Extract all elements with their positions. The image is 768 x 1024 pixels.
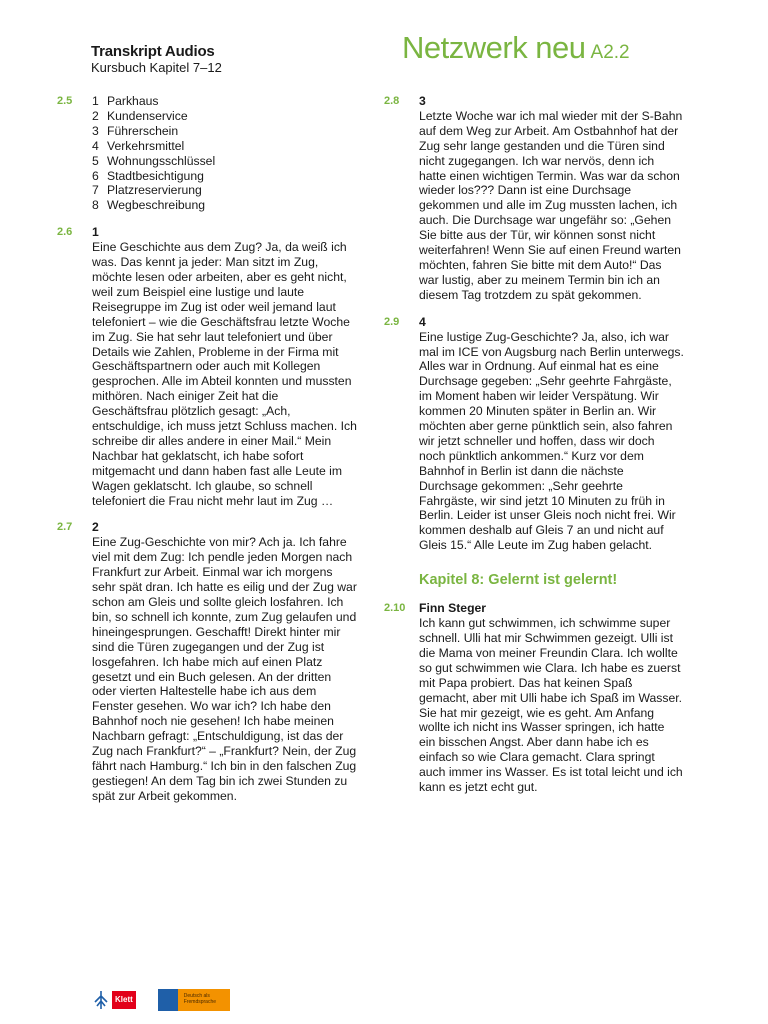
left-column xyxy=(57,94,357,816)
track-number: 2.7 xyxy=(57,521,73,534)
list-item: 6 Stadtbesichtigung xyxy=(92,168,204,183)
list-item: 5 Wohnungsschlüssel xyxy=(92,153,216,168)
daf-badge xyxy=(158,989,230,1011)
track-number: 2.9 xyxy=(384,315,400,328)
track-number: 2.8 xyxy=(384,95,400,107)
transcript-text: Eine Zug-Geschichte von mir? Ach ja. Ich fahre viel mit dem Zug: Ich pendle jeden Morgen nach Frankfurt zur Arbeit. Einmal war ich morgens sehr spät dran. Ich hatte es eilig und der Zug war schon am Gleis und sollte gleich losfahren. Ich bin, so schnell ich konnte, zum Zug gelaufen und hineingesprungen. Geschafft! Direkt hinter mir sind die Türen zugegangen und der Zug ist losgefahren. Ich habe mich auf einen Platz gesetzt und ein Buch gelesen. An der dritten oder vierten Haltestelle habe ich aus dem Fenster gesehen. Wo war ich? Ich habe den Bahnhof noch nie gesehen! Ich habe meinen Nachbarn gefragt: „Entschuldigung, ist das der Zug nach Frankfurt?“ – „Frankfurt? Nein, der Zug fährt nach Hamburg.“ Ich bin in den falschen Zug gestiegen! An dem Tag bin ich zwei Stunden zu spät zur Arbeit gekommen. xyxy=(92,535,357,803)
transcript-entry-2-10 xyxy=(384,601,684,795)
footer xyxy=(92,989,230,1011)
document-header xyxy=(91,43,222,75)
entry-heading: 3 xyxy=(419,94,426,108)
transcript-entry-2-8 xyxy=(384,94,684,303)
track-number: 2.5 xyxy=(57,95,73,107)
publisher-name: Klett xyxy=(112,991,136,1009)
transcript-entry-2-5 xyxy=(57,94,357,213)
speaker-name: Finn Steger xyxy=(419,601,487,616)
daf-badge-text: Deutsch als Fremdsprache xyxy=(178,989,230,1011)
track-number: 2.10 xyxy=(384,602,406,615)
klett-logo xyxy=(92,990,136,1010)
transcript-entry-2-7 xyxy=(57,520,357,803)
word-list xyxy=(92,94,357,213)
entry-heading: 1 xyxy=(92,225,99,240)
klett-tree-icon xyxy=(92,990,110,1010)
list-item: 8 Wegbeschreibung xyxy=(92,198,206,213)
entry-heading: 2 xyxy=(92,520,99,535)
transcript-entry-2-9 xyxy=(384,315,684,554)
list-item: 7 Platzreservierung xyxy=(92,183,202,198)
transcript-entry-2-6 xyxy=(57,225,357,508)
chapter-heading: Kapitel 8: Gelernt ist gelernt! xyxy=(419,572,618,589)
transcript-text: Ich kann gut schwimmen, ich schwimme super schnell. Ulli hat mir Schwimmen gezeigt. Ulli ist die Mama von meiner Freundin Clara. Ich wollte so gut schwimmen wie Clara. Ich habe es zuerst mit Papa probiert. Das hat keinen Spaß gemacht, aber mit Ulli habe ich Spaß im Wasser. Sie hat mir gezeigt, wie es geht. Am Anfang wollte ich nicht ins Wasser springen, ich hatte ein bisschen Angst. Aber dann habe ich es einfach so wie Clara gemacht. Clara springt auch immer ins Wasser. Es ist total leicht und ich kann es jetzt echt gut. xyxy=(419,616,683,795)
brand-level: A2.2 xyxy=(590,42,630,63)
brand-name: Netzwerk neu xyxy=(402,30,586,65)
transcript-text: Eine Geschichte aus dem Zug? Ja, da weiß ich was. Das kennt ja jeder: Man sitzt im Zug, möchte lesen oder arbeiten, aber es geht nicht, weil zum Beispiel eine lustige und laute Reisegruppe im Zug ist oder weil jemand laut telefoniert – wie die Geschäftsfrau letzte Woche im Zug. Sie hat sehr laut telefoniert und über Details wie Zahlen, Probleme in der Firma mit Geschäftspartnern oder auch mit Kollegen gesprochen. Alle im Abteil konnten und mussten mithören. Nach einiger Zeit hat die Geschäftsfrau plötzlich gesagt: „Ach, entschuldige, ich muss jetzt Schluss machen. Ich schreibe dir alles andere in einer Mail.“ Mein Nachbar hat geklatscht, ich habe sofort mitgemacht und dann haben fast alle Leute im Wagen geklatscht. Ich glaube, so schnell telefoniert die Frau nicht mehr laut im Zug … xyxy=(92,240,357,508)
right-column xyxy=(384,94,684,807)
list-item: 1 Parkhaus xyxy=(92,94,159,108)
document-title: Transkript Audios xyxy=(91,43,215,60)
list-item: 2 Kundenservice xyxy=(92,108,188,123)
list-item: 3 Führerschein xyxy=(92,123,179,138)
list-item: 4 Verkehrsmittel xyxy=(92,138,185,153)
transcript-text: Letzte Woche war ich mal wieder mit der S-Bahn auf dem Weg zur Arbeit. Am Ostbahnhof hat der Zug sehr lange gestanden und die Türen sind nicht zugegangen. Ich war nervös, denn ich hatte einen wichtigen Termin. Was war da schon wieder los??? Dann ist eine Durchsage gekommen und alle im Zug mussten lachen, ich auch. Die Durchsage war ungefähr so: „Gehen Sie bitte aus der Tür, wir können sonst nicht weiterfahren! Wenn Sie auf einen Freund warten möchten, fahren Sie bitte mit dem Auto!“ Das war lustig, aber zu meinem Termin bin ich an diesem Tag trotzdem zu spät gekommen. xyxy=(419,108,683,302)
track-number: 2.6 xyxy=(57,226,73,239)
brand-title xyxy=(402,30,630,66)
entry-heading: 4 xyxy=(419,314,426,329)
document-subtitle: Kursbuch Kapitel 7–12 xyxy=(91,60,222,75)
transcript-text: Eine lustige Zug-Geschichte? Ja, also, ich war mal im ICE von Augsburg nach Berlin unterwegs. Alles war in Ordnung. Auf einmal hat es eine Durchsage gegeben: „Sehr geehrte Fahrgäste, im Moment haben wir leider Verspätung. Wir kommen 20 Minuten später in Berlin an. Wir möchten aber gerne pünktlich sein, also fahren wir jetzt schneller und hoffen, dass wir doch noch pünktlich ankommen.“ Kurz vor dem Bahnhof in Berlin ist dann die nächste Durchsage gekommen: „Sehr geehrte Fahrgäste, wir sind jetzt 10 Minuten zu früh in Berlin. Leider ist unser Gleis noch nicht frei. Wir kommen deshalb auf Gleis 7 an und nicht auf Gleis 15.“ Alle Leute im Zug haben gelacht. xyxy=(419,329,684,553)
